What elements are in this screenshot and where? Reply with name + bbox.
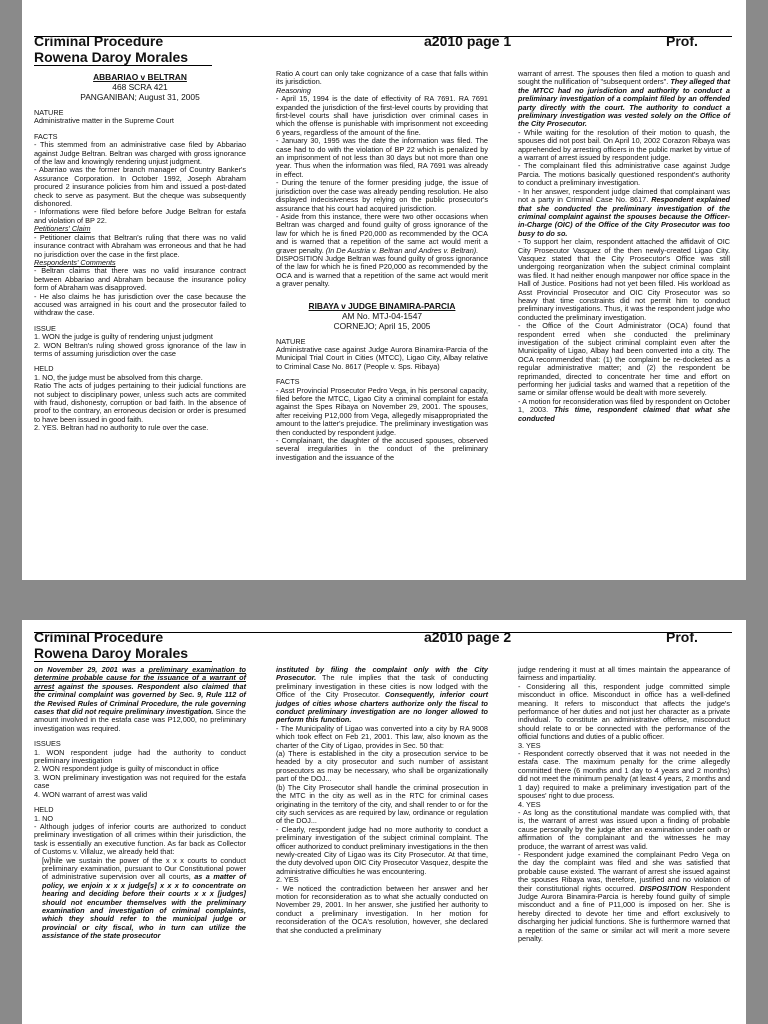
emphasis-text: as a matter of policy, we enjoin x x x judge[s] x x x to concentrate on hearing and deciding before their courts x x x [judges] should not encumber themselves with the preliminary examination and investigation of criminal complaints, which they should refer to the municipal judge or provincial or city fiscal, who in turn can utilize the assistance of the state prosecutor — [42, 872, 246, 941]
emphasis-underline: preliminary examination to determine probable cause for the issuance of a warrant of arrest — [34, 665, 247, 691]
page-header — [34, 630, 746, 660]
paragraph: Ratio A court can only take cognizance of a case that falls within its jurisdiction. — [276, 69, 488, 87]
paragraph: - The complainant filed this administrative case against Judge Parcia. The motions basically questioned respondent's authority to conduct a preliminary investigation. — [518, 161, 730, 188]
emphasis-text: Respondent explained that she conducted the preliminary investigation of the criminal complaint against the spouses because the Officer-in-Charge (OIC) of the Office of the City Prosecutor was too busy to do so. — [518, 195, 730, 238]
paragraph: - A motion for reconsideration was filed by respondent on October 1, 2003. — [518, 396, 730, 415]
paragraph: The rule implies that the task of conducting preliminary investigation in these cities is now lodged with the Office of the City Prosecutor. — [276, 673, 489, 700]
page-code: a2010 page 1 — [424, 33, 512, 49]
professor-name: Rowena Daroy Morales — [34, 646, 212, 662]
paragraph: - Informations were filed before before Judge Beltran for estafa and violation of BP 22. — [34, 207, 246, 225]
paragraph: - He also claims he has jurisdiction over the case because the accused was arraigned in his court and the prosecutor failed to withdraw the case. — [34, 291, 246, 318]
case-title: RIBAYA v JUDGE BINAMIRA-PARCIA — [308, 300, 456, 311]
paragraph: - Aside from this instance, there were two other occasions when Beltran was charged and found guilty of gross ignorance of the law for which he is fined P20,000 as recommended by the OCA and is warned that a repetition of the same act would merit a graver penalty. — [276, 211, 488, 255]
professor-name: Rowena Daroy Morales — [34, 50, 212, 66]
document-page-2 — [22, 620, 746, 1024]
paragraph: 2. YES — [276, 875, 299, 885]
paragraph: - April 15, 1994 is the date of effectivity of RA 7691. RA 7691 expanded the jurisdiction of the first-level courts by providing that first-level courts shall have jurisdiction over criminal cases in which the offense is punishable with imprisonment not exceeding 6 years, regardless of the amount of the fine. — [276, 94, 488, 137]
section-heading: HELD — [34, 364, 54, 374]
document-page-1 — [22, 0, 746, 580]
emphasis-text: on November 29, 2001 was a — [34, 665, 145, 674]
paragraph: - We noticed the contradiction between her answer and her motion for reconsideration as to what she actually conducted on November 29, 2001. In her answer, she justified her authority to conduct a preliminary investigation. In her motion for reconsideration of the OCA's resolution, however, she declared that she conducted a preliminary — [276, 883, 488, 935]
paragraph: 1. WON respondent judge had the authority to conduct preliminary investigation — [34, 747, 246, 766]
paragraph: - Complainant, the daughter of the accused spouses, observed several irregularities in the conduct of the preliminary investigation and the issuance of the — [276, 436, 488, 462]
paragraph: - Asst Provincial Prosecutor Pedro Vega, in his personal capacity, filed before the MTCC, Ligao City a criminal complaint for estafa against the Spes Ribaya on November 29, 2001. The spouses, after receiving P12,000 from Vega, allegedly misappropriated the amount to the latter's prejudice. The preliminary investigation was then conducted by respondent judge. — [276, 385, 488, 437]
paragraph: - To support her claim, respondent attached the affidavit of OIC City Prosecutor Vasquez of the then newly-created Ligao City. Vasquez stated that the City Prosecutor's Office was still undergoing reorganization when the subject criminal complaint was filed. It had neither enough manpower nor office space in the Hall of Justice. Positions had not yet been filled. His workload as Asst Provincial Prosecutor and OIC City Prosecutor was so heavy that time constraints did not permit him to conduct preliminary investigations. Thus, it was the respondent judge who conducted the preliminary investigation. — [518, 237, 730, 322]
paragraph: - While waiting for the resolution of their motion to quash, the spouses did not post bail. On April 10, 2002 Corazon Ribaya was apprehended by arresting officers in the public market by virtue of a warrant of arrest issued by respondent judge. — [518, 127, 730, 163]
paragraph: - January 30, 1995 was the date the information was filed. The case had to do with the violation of BP 22 which is penalized by an imprisonment of not less than 30 days but not more than one year. Thus when the information was filed, RA 7691 was already in effect. — [276, 136, 488, 179]
paragraph: - Beltran claims that there was no valid insurance contract between Abbariao and Abraham because the insurance policy form of Abraham was disapproved. — [34, 266, 246, 293]
quote-text: [w]hile we sustain the power of the x x x courts to conduct preliminary examination, pursuant to Our Constitutional power of administrative supervision over all courts, — [42, 855, 246, 882]
paragraph: warrant of arrest. The spouses then filed a motion to quash and sought the nullification of "subsequent orders". — [518, 69, 730, 87]
column-1 — [34, 666, 246, 941]
paragraph: 4. YES — [518, 799, 541, 809]
column-2 — [276, 666, 488, 935]
paragraph: 1. WON the judge is guilty of rendering unjust judgment — [34, 332, 213, 342]
paragraph: Administrative matter in the Supreme Court — [34, 116, 174, 126]
case-citation: 468 SCRA 421 — [112, 82, 168, 92]
paragraph: - Respondent judge examined the complainant Pedro Vega on the day the complaint was filed and she was satisfied that probable cause existed. The warrant of arrest she issued against the spouses Ribaya was, therefore, justified and no violation of their constitutional rights occurred. — [518, 849, 730, 893]
case-title: ABBARIAO v BELTRAN — [93, 72, 187, 82]
section-heading: ISSUE — [34, 323, 56, 333]
paragraph: Respondent Judge Aurora Binamira-Parcia is hereby found guilty of simple misconduct and a fine of P11,000 is imposed on her. She is hereby directed to devote her time and effort exclusively to discharging her judicial functions. She is furthermore warned that a repetition of the same or similar act will merit a more severe penalty. — [518, 883, 730, 943]
case-citation: AM No. MTJ-04-1547 — [341, 310, 423, 321]
case-court: CORNEJO; April 15, 2005 — [333, 320, 431, 331]
paragraph: - This stemmed from an administrative case filed by Abbariao against Judge Beltran. Beltran was charged with gross ignorance of the law and knowingly rendering unjust judgment. — [34, 140, 246, 167]
paragraph: - Respondent correctly observed that it was not needed in the estafa case. The maximum penalty for the crime allegedly committed there (6 months and 1 day to 4 years and 2 months) did not meet the minimum penalty (at least 4 years, 2 months and 1 day) required to make a preliminary investigation part of the spouses' right to due process. — [518, 749, 730, 801]
prof-label: Prof. — [666, 629, 698, 645]
paragraph: - Considering all this, respondent judge committed simple misconduct in office. Misconduct in office has a well-defined meaning. It refers to misconduct that affects the judge's performance of her duties and not just her character as a private individual. To constitute an administrative offense, misconduct should relate to or be connected with the performance of the official functions and duties of a public officer. — [518, 681, 730, 742]
header-line — [34, 33, 732, 49]
emphasis-text: Consequently, inferior court judges of cities whose charters authorize only the fiscal to conduct preliminary investigation are no longer allowed to perform this function. — [276, 690, 488, 725]
paragraph: (b) The City Prosecutor shall handle the criminal prosecution in the MTC in the city as well as in the RTC for criminal cases originating in the territory of the city, and shall render to or for the city such services as are required by law, ordinance or regulation of the DOJ... — [276, 782, 488, 826]
disposition: DISPOSITION Judge Beltran was found guilty of gross ignorance of the law for which he is fined P20,000 as recommended by the OCA and is warned that a repetition of the same act would merit a graver penalty. — [276, 253, 488, 289]
section-heading: HELD — [34, 805, 54, 815]
section-heading: FACTS — [34, 131, 58, 141]
paragraph: - In her answer, respondent judge claimed that complainant was not a party in Criminal Case No. 8617. — [518, 186, 730, 205]
page-header — [34, 34, 746, 64]
paragraph: - Abarriao was the former branch manager of Country Banker's Assurance Corporation. In October 1992, Joseph Abraham procured 2 insurance policies from him and issued a post-dated check to serve as pasyment. But the cheque was subsequently dishonored. — [34, 165, 246, 209]
section-heading: NATURE — [34, 108, 64, 117]
emphasis-text: instituted by filing the complaint only with the City Prosecutor. — [276, 665, 488, 683]
paragraph: - Petitioner claims that Beltran's ruling that there was no valid insurance contract with Abraham was erroneous and that he had no jurisdiction over the case in the first place. — [34, 232, 246, 259]
prof-label: Prof. — [666, 33, 698, 49]
subheading: Reasoning — [276, 85, 311, 95]
paragraph: - The Municipality of Ligao was converted into a city by RA 9008 which took effect on Feb 21, 2001. This law, also known as the charter of the City of Ligao, provides in Sec. 50 that: — [276, 723, 488, 750]
emphasis-text: This time, respondent claimed that what she conducted — [518, 405, 731, 423]
case-reference: (In De Austria v. Beltran and Andres v. Beltran). — [325, 245, 479, 255]
section-heading: ISSUES — [34, 739, 61, 749]
paragraph: - Although judges of inferior courts are authorized to conduct preliminary investigation of all crimes within their jurisdiction, the task is essentially an executive function. As far back as Collector of Customs v. Villaluz, we already held that: — [34, 821, 246, 857]
paragraph: - the Office of the Court Administrator (OCA) found that respondent erred when she conducted the preliminary investigation of the subject criminal complaint even after the Municipality of Ligao, Albay had been converted into a city. The OCA recommended that: (1) the complaint be re-docketed as a regular administrative matter; and (2) the respondent be reprimanded, directed to concentrate her time and effort on performing her judicial tasks and warned that a repetition of the same or similar offense would be dealt with more severely. — [518, 321, 730, 398]
paragraph: 2. WON respondent judge is guilty of misconduct in office — [34, 764, 219, 774]
paragraph: 1. NO, the judge must be absolved from this charge. — [34, 372, 203, 382]
paragraph: Since the amount involved in the estafa case was P12,000, no preliminary investigation was required. — [34, 707, 246, 733]
paragraph: - Clearly, respondent judge had no more authority to conduct a preliminary investigation of the subject criminal complaint. The officer authorized to conduct preliminary investigations in the then newly-created City of Ligao was its City Prosecutor. At that time, the duty devolved upon OIC City Prosecutor Vasquez, despite the administrative difficulties he was encountering. — [276, 824, 489, 876]
emphasis-text: They alleged that the MTCC had no jurisdiction and authority to conduct a preliminary investigation of a complaint filed by an offended party directly with the court. The authority to conduct a preliminary investigation was vested solely on the Office of the City Prosecutor. — [518, 77, 731, 129]
section-heading: FACTS — [276, 377, 300, 387]
page-code: a2010 page 2 — [424, 629, 512, 645]
page-columns — [34, 70, 734, 575]
paragraph: 3. WON preliminary investigation was not required for the estafa case — [34, 772, 246, 791]
column-3 — [518, 666, 730, 943]
paragraph: (a) There is established in the city a prosecution service to be headed by a city prosecutor and such number of assistant prosecutors as may be necessary, who shall be organizationally part of the DOJ... — [276, 749, 488, 784]
paragraph: judge rendering it must at all times maintain the appearance of fairness and impartiality. — [518, 665, 730, 683]
course-title: Criminal Procedure — [34, 33, 164, 49]
paragraph: 4. WON warrant of arrest was valid — [34, 789, 148, 799]
column-3 — [518, 70, 730, 423]
emphasis-text: against the spouses. Respondent also claimed that the criminal complaint was governed by Sec. 9, Rule 112 of the Revised Rules of Criminal Procedure, the rule governing cases that did not require preliminary investigation. — [34, 681, 246, 717]
paragraph: 2. YES. Beltran had no authority to rule over the case. — [34, 423, 209, 433]
paragraph: 1. NO — [34, 813, 54, 823]
emphasis-text: DISPOSITION — [639, 883, 687, 893]
paragraph: 3. YES — [518, 740, 541, 750]
paragraph: 2. WON Beltran's ruling showed gross ignorance of the law in terms of assuming jurisdiction over the case — [34, 340, 246, 358]
paragraph: - During the tenure of the former presiding judge, the issue of jurisdiction over the case was already pending resolution. He also displayed indecisiveness by relying on the public prosecutor's assurance that his court had acquired jurisdiction. — [276, 178, 488, 213]
page-columns — [34, 666, 734, 1024]
section-heading: NATURE — [276, 336, 306, 346]
paragraph: Ratio The acts of judges pertaining to their judicial functions are not subject to disciplinary power, unless such acts are commited with fraud, dishonesty, corruption or bad faith. In the absence of proof to the contrary, an erroneous decision or order is presumed to have been issued in good faith. — [34, 381, 246, 424]
column-1 — [34, 70, 246, 433]
case-court: PANGANIBAN; August 31, 2005 — [80, 92, 200, 102]
course-title: Criminal Procedure — [34, 629, 164, 645]
paragraph: - As long as the constitutional mandate was complied with, that is, the warrant of arrest was issued upon a finding of probable cause personally by the judge after an examination under oath or affirmation of the complainant and the witnesses he may produce, the warrant of arrest was valid. — [518, 807, 730, 851]
header-line — [34, 629, 732, 645]
subheading: Petitioners' Claim — [34, 224, 91, 234]
paragraph: Administrative case against Judge Aurora Binamira-Parcia of the Municipal Trial Court in Cities (MTCC), Ligao City, Albay relative to Criminal Case No. 8617 (People v. Sps. Ribaya) — [276, 344, 488, 371]
column-2 — [276, 70, 488, 462]
subheading: Respondents' Comments — [34, 257, 116, 267]
